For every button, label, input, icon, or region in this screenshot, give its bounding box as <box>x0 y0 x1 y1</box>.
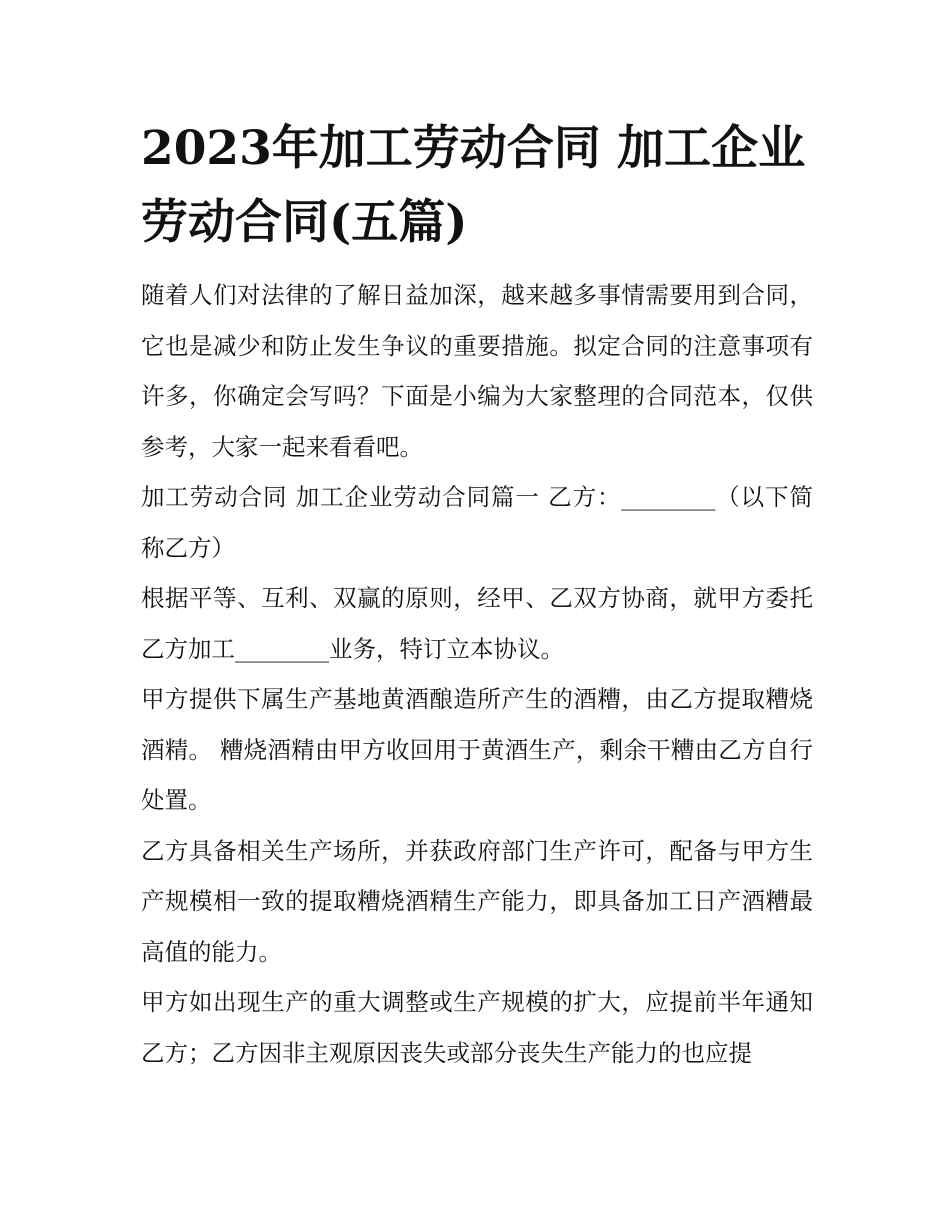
paragraph-adjustment: 甲方如出现生产的重大调整或生产规模的扩大，应提前半年通知乙方；乙方因非主观原因丧失或部分丧失生产能力的也应提 <box>141 988 813 1067</box>
paragraph-intro: 随着人们对法律的了解日益加深，越来越多事情需要用到合同，它也是减少和防止发生争议的重要措施。拟定合同的注意事项有许多，你确定会写吗？下面是小编为大家整理的合同范本，仅供参考，大家一起来看看吧。 <box>141 281 813 461</box>
paragraph-contract-heading: 加工劳动合同 加工企业劳动合同篇一 乙方：________（以下简称乙方） <box>141 483 813 562</box>
paragraph-principle: 根据平等、互利、双赢的原则，经甲、乙双方协商，就甲方委托乙方加工________业务，特订立本协议。 <box>141 584 813 663</box>
document-page <box>141 112 813 1078</box>
document-title: 2023年加工劳动合同 加工企业劳动合同(五篇) <box>141 121 806 250</box>
paragraph-capacity: 乙方具备相关生产场所，并获政府部门生产许可，配备与甲方生产规模相一致的提取糟烧酒精生产能力，即具备加工日产酒糟最高值的能力。 <box>141 836 813 966</box>
paragraph-material: 甲方提供下属生产基地黄酒酿造所产生的酒糟，由乙方提取糟烧酒精。 糟烧酒精由甲方收回用于黄酒生产，剩余干糟由乙方自行处置。 <box>141 685 813 814</box>
